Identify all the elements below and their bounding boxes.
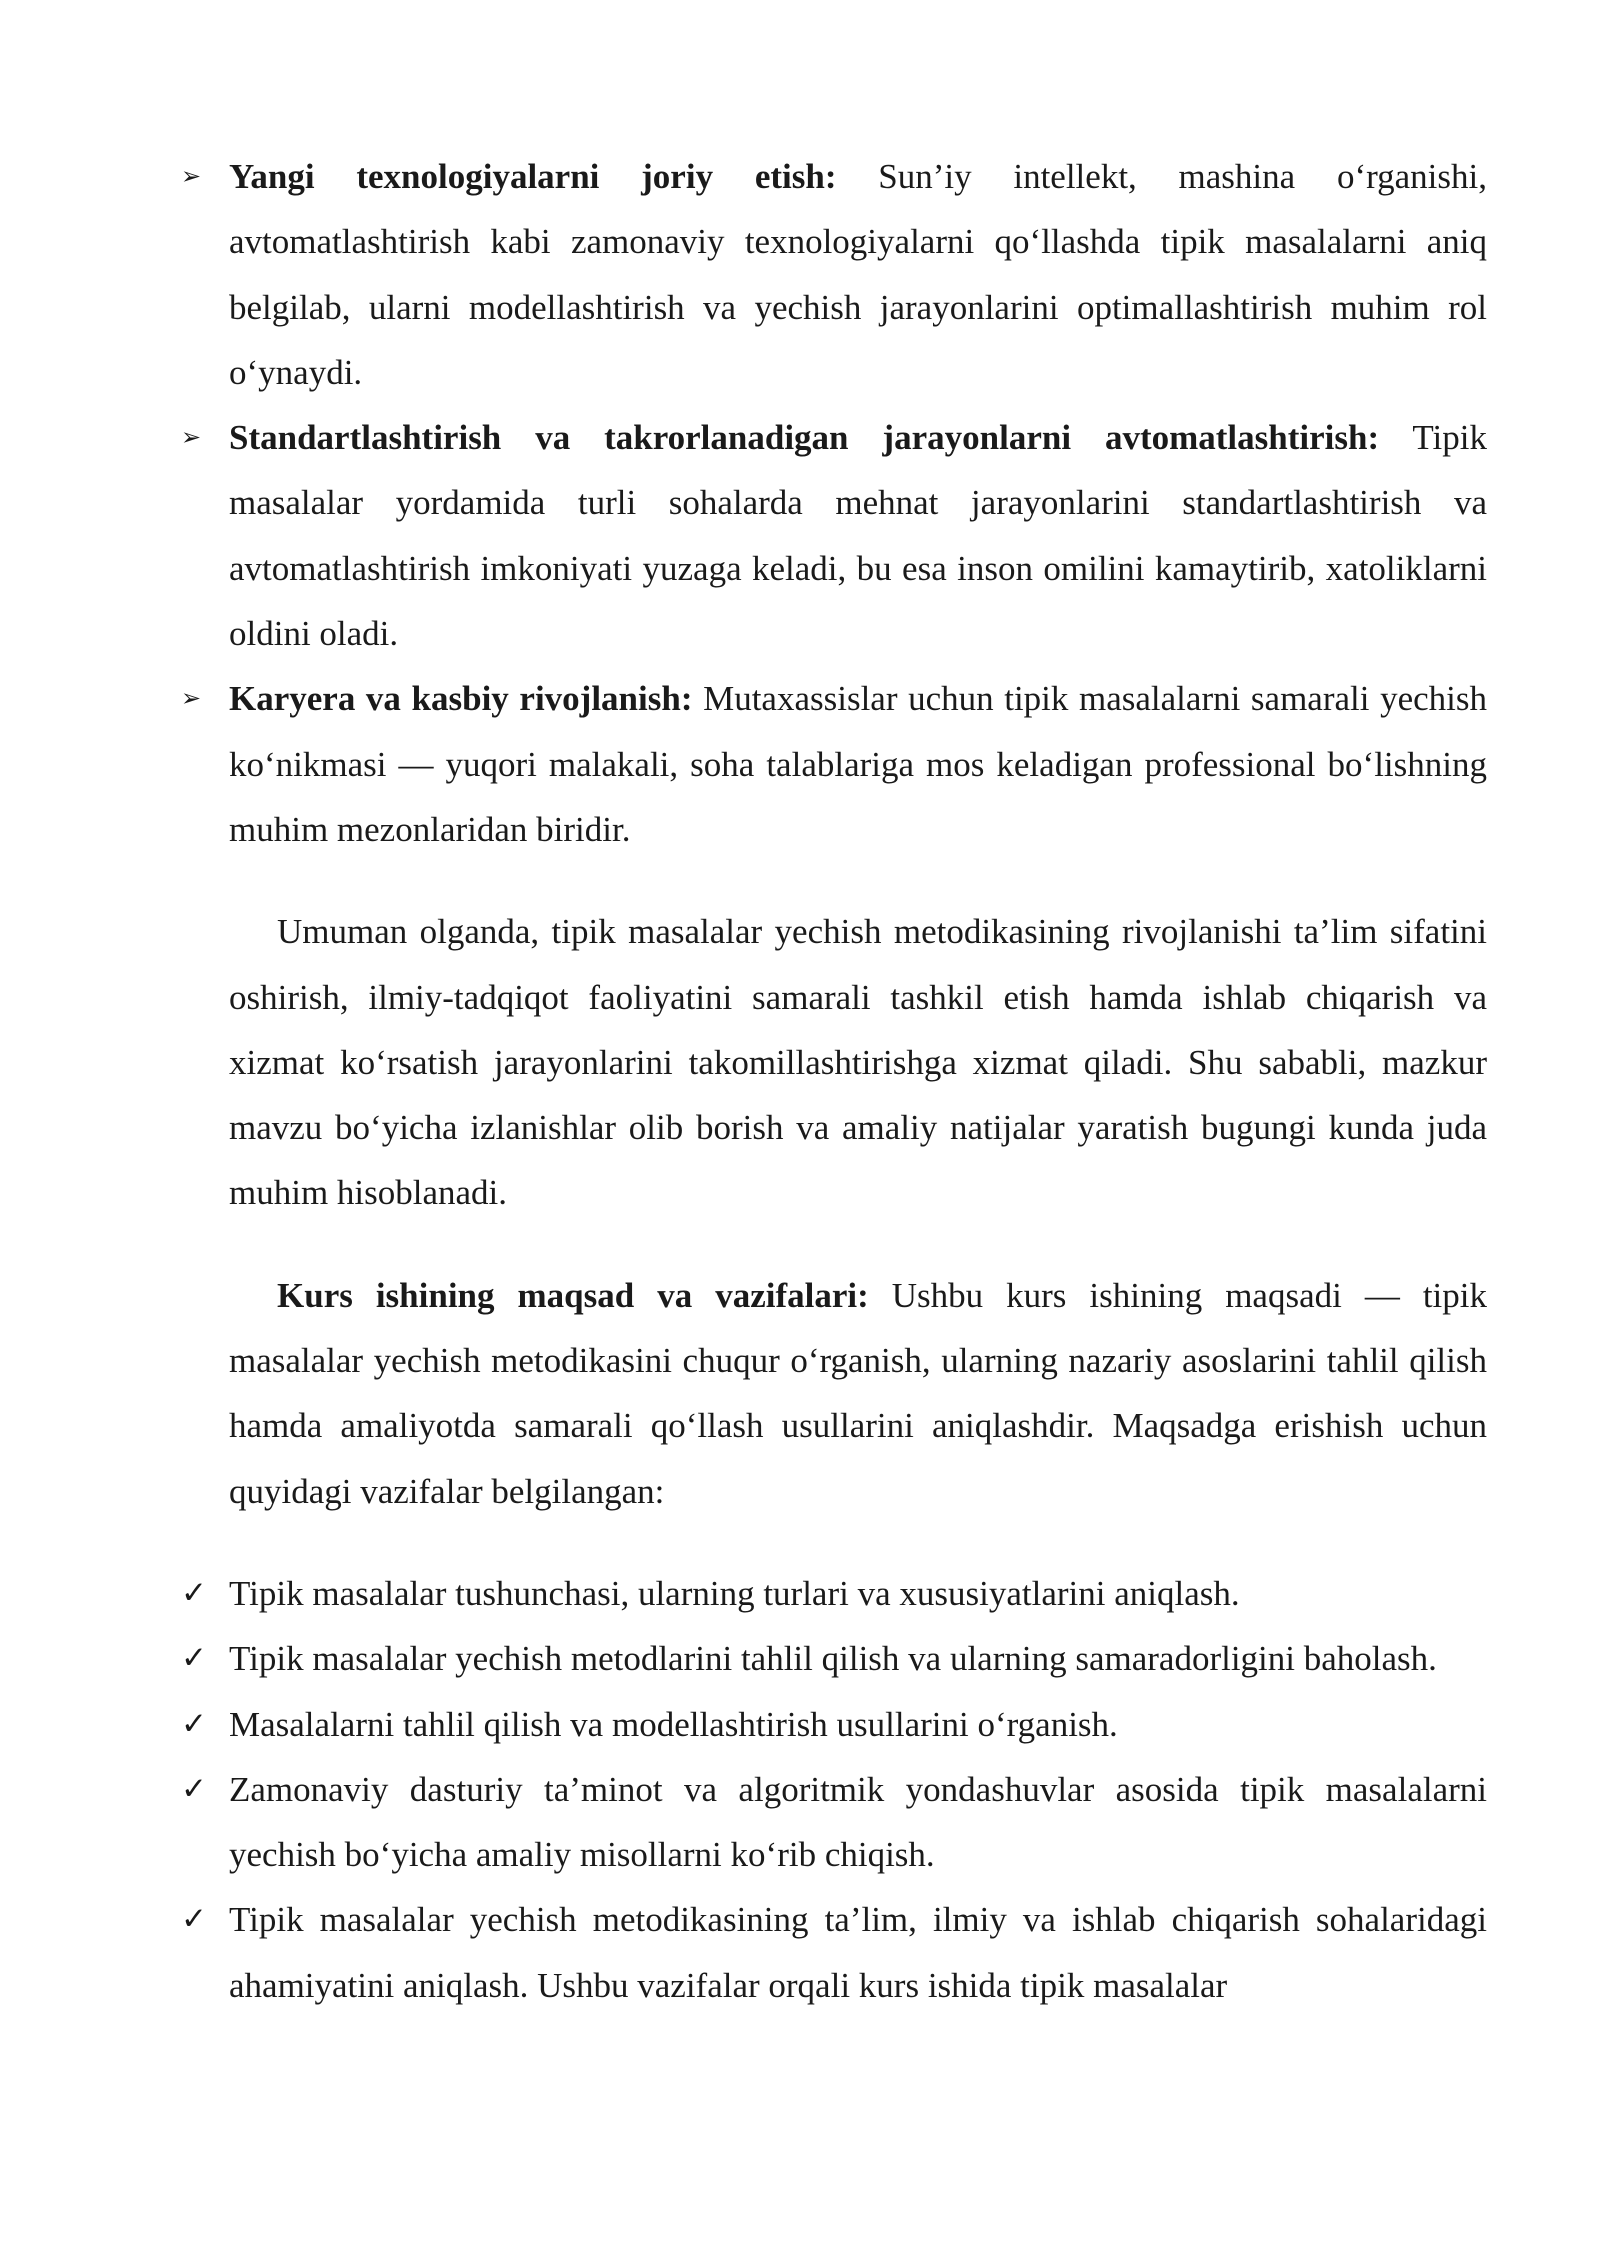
list-item-text	[229, 144, 1487, 405]
list-item-text: Masalalarni tahlil qilish va modellashtirish usullarini o‘rganish.	[229, 1704, 1118, 1744]
list-item-text: Zamonaviy dasturiy ta’minot va algoritmik yondashuvlar asosida tipik masalalarni yechish bo‘yicha amaliy misollarni ko‘rib chiqish.	[229, 1769, 1487, 1875]
list-item-title: Standartlashtirish va takrorlanadigan jarayonlarni avtomatlashtirish:	[229, 418, 1380, 458]
list-item-title: Yangi texnologiyalarni joriy etish:	[229, 157, 837, 196]
checkmark-icon: ✓	[181, 1640, 207, 1677]
arrow-bullet-icon: ➢	[181, 684, 202, 713]
arrow-bullet-icon: ➢	[181, 162, 202, 190]
check-list-item	[181, 1757, 1487, 1888]
list-item-text: Tipik masalalar tushunchasi, ularning turlari va xususiyatlarini aniqlash.	[229, 1573, 1240, 1613]
arrow-list-item	[181, 144, 1487, 405]
check-list-item	[181, 1692, 1487, 1757]
list-item-text: Tipik masalalar yechish metodikasining ta’lim, ilmiy va ishlab chiqarish sohalaridagi ahamiyatini aniqlash. Ushbu vazifalar orqali kurs ishida tipik masalalar	[229, 1900, 1487, 2005]
goals-paragraph	[229, 1263, 1487, 1524]
check-list-item	[181, 1561, 1487, 1626]
check-list-item	[181, 1887, 1487, 2018]
check-list-item	[181, 1626, 1487, 1691]
paragraph-spacer	[229, 1524, 1487, 1561]
summary-paragraph: Umuman olganda, tipik masalalar yechish metodikasining rivojlanishi ta’lim sifatini oshirish, ilmiy-tadqiqot faoliyatini samarali tashkil etish hamda ishlab chiqarish va xizmat ko‘rsatish jarayonlarini takomillashtirishga xizmat qiladi. Shu sababli, mazkur mavzu bo‘yicha izlanishlar olib borish va amaliy natijalar yaratish bugungi kunda juda muhim hisoblanadi.	[229, 912, 1487, 1213]
document-page	[181, 144, 1488, 2018]
list-item-body: Mutaxassislar uchun tipik masalalarni samarali yechish ko‘nikmasi — yuqori malakali, soha talablariga mos keladigan professional bo‘lishning muhim mezonlaridan biridir.	[229, 679, 1487, 849]
checkmark-icon: ✓	[181, 1705, 207, 1742]
list-item-body: Sun’iy intellekt, mashina o‘rganishi, avtomatlashtirish kabi zamonaviy texnologiyalarni qo‘llashda tipik masalalarni aniq belgilab, ularni modellashtirish va yechish jarayonlarini optimallashtirish muhim rol o‘ynaydi.	[229, 157, 1487, 392]
paragraph-spacer	[229, 862, 1487, 899]
arrow-list-item	[181, 405, 1488, 666]
checkmark-icon: ✓	[181, 1901, 207, 1938]
goals-body: Ushbu kurs ishining maqsadi — tipik masalalar yechish metodikasini chuqur o‘rganish, ularning nazariy asoslarini tahlil qilish hamda amaliyotda samarali qo‘llash usullarini aniqlashdir. Maqsadga erishish uchun quyidagi vazifalar belgilangan:	[229, 1275, 1487, 1511]
arrow-bullet-icon: ➢	[181, 423, 202, 452]
list-item-text: Tipik masalalar yechish metodlarini tahlil qilish va ularning samaradorligini baholash.	[229, 1639, 1437, 1679]
checkmark-icon: ✓	[181, 1574, 207, 1611]
goals-title: Kurs ishining maqsad va vazifalari:	[277, 1275, 869, 1315]
list-item-body: Tipik masalalar yordamida turli sohalarda mehnat jarayonlarini standartlashtirish va avtomatlashtirish imkoniyati yuzaga keladi, bu esa inson omilini kamaytirib, xatoliklarni oldini oladi.	[229, 418, 1488, 654]
paragraph-spacer	[229, 1226, 1487, 1263]
list-item-text	[229, 405, 1487, 666]
arrow-list-item	[181, 666, 1487, 862]
list-item-title: Karyera va kasbiy rivojlanish:	[229, 679, 693, 719]
list-item-text	[229, 666, 1487, 862]
checkmark-icon: ✓	[181, 1770, 207, 1807]
